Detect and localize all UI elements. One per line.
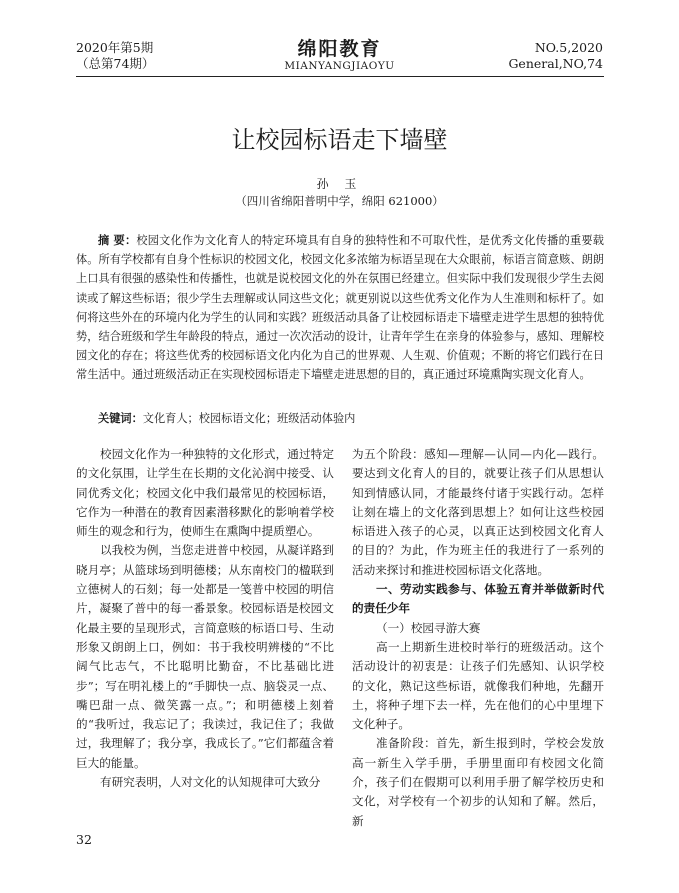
keywords — [76, 409, 604, 428]
body-paragraph: 有研究表明，人对文化的认知规律可大致分 — [100, 775, 321, 790]
keywords-text: 文化育人；校园标语文化；班级活动体验内 — [142, 412, 356, 425]
body-column-right — [352, 445, 604, 831]
header-right — [508, 40, 603, 72]
issue-en-label: NO.5,2020 — [534, 40, 603, 55]
body-paragraph: 以我校为例，当您走进普中校园，从凝详路到晓月亭；从篮球场到明德楼；从东南校门的楹联到立德树人的石刻；每一处都是一笺普中校园的明信片，凝聚了普中的每一番景象。校园标语是校园文化最主要的呈现形式，言简意赅的标语口号、生动形象又朗朗上口，例如：书于我校明辨楼的“不比阔气比志气，不比聪明比勤奋，不比基础比进步”；写在明礼楼上的“手脚快一点、脑袋灵一点、嘴巴甜一点、微笑露一点。”；和明德楼上刻着的“我听过，我忘记了；我读过，我记住了；我做过，我理解了；我分享，我成长了。”它们都蕴含着巨大的能量。 — [76, 543, 334, 770]
article-title: 让校园标语走下墙壁 — [231, 126, 448, 154]
general-no-label: General,NO,74 — [508, 56, 603, 71]
keywords-label: 关键词： — [98, 412, 143, 425]
total-issue-label: （总第74期） — [76, 56, 155, 71]
body-paragraph: 校园文化作为一种独特的文化形式，通过特定的文化氛围，让学生在长期的文化沁润中接受、认同优秀文化；校园文化中我们最常见的校园标语，它作为一种潜在的教育因素潜移默化的影响着学校师生的观念和行为，使师生在熏陶中提质塑心。 — [76, 447, 334, 539]
abstract — [76, 231, 604, 385]
abstract-label: 摘 要： — [98, 234, 137, 247]
subsection-heading: （一）校园寻游大赛 — [376, 620, 481, 635]
body-paragraph: 准备阶段：首先，新生报到时，学校会发放高一新生入学手册，手册里面印有校园文化简介，孩子们在假期可以利用手册了解学校历史和文化，对学校有一个初步的认知和了解。然后，新 — [352, 736, 604, 828]
article-author: 孙 玉 — [316, 177, 363, 191]
body-column-left — [76, 445, 334, 792]
issue-label: 2020年第5期 — [76, 40, 154, 55]
header-divider — [76, 76, 604, 77]
abstract-text: 校园文化作为文化育人的特定环境具有自身的独特性和不可取代性，是优秀文化传播的重要载体。所有学校都有自身个性标识的校园文化，校园文化多浓缩为标语呈现在大众眼前，标语言简意赅、朗朗上口具有很强的感染性和传播性，也就是说校园文化的外在氛围已经建立。但实际中我们发现很少学生去阅读或了解这些标语；很少学生去理解或认同这些文化；就更别说以这些优秀文化作为人生准则和标杆了。如何将这些外在的环境内化为学生的认同和实践？班级活动具备了让校园标语走下墙壁走进学生思想的独特优势，结合班级和学生年龄段的特点，通过一次次活动的设计，让青年学生在亲身的体验参与，感知、理解校园文化的存在；将这些优秀的校园标语文化内化为自己的世界观、人生观、价值观；不断的将它们践行在日常生活中。通过班级活动正在实现校园标语走下墙壁走进思想的目的，真正通过环境熏陶实现文化育人。 — [76, 234, 604, 382]
section-heading: 一、劳动实践参与、体验五育并举做新时代的责任少年 — [352, 582, 604, 616]
journal-name: 绵阳教育 — [297, 38, 382, 60]
page-number: 32 — [76, 832, 92, 847]
body-paragraph: 为五个阶段：感知—理解—认同—内化—践行。要达到文化育人的目的，就要让孩子们从思想认知到情感认同，才能最终付诸于实践行动。怎样让刻在墙上的文化落到思想上？如何让这些校园标语进入孩子的心灵，以真正达到校园文化育人的目的？为此，作为班主任的我进行了一系列的活动来探讨和推进校园标语文化落地。 — [352, 447, 604, 577]
article-affiliation: （四川省绵阳普明中学，绵阳 621000） — [235, 194, 444, 208]
body-paragraph: 高一上期新生进校时举行的班级活动。这个活动设计的初衷是：让孩子们先感知、认识学校的文化，熟记这些标语，就像我们种地，先翻开土，将种子埋下去一样，先在他们的心中里埋下文化种子。 — [352, 639, 604, 732]
journal-pinyin: MIANYANGJIAOYU — [284, 60, 395, 72]
